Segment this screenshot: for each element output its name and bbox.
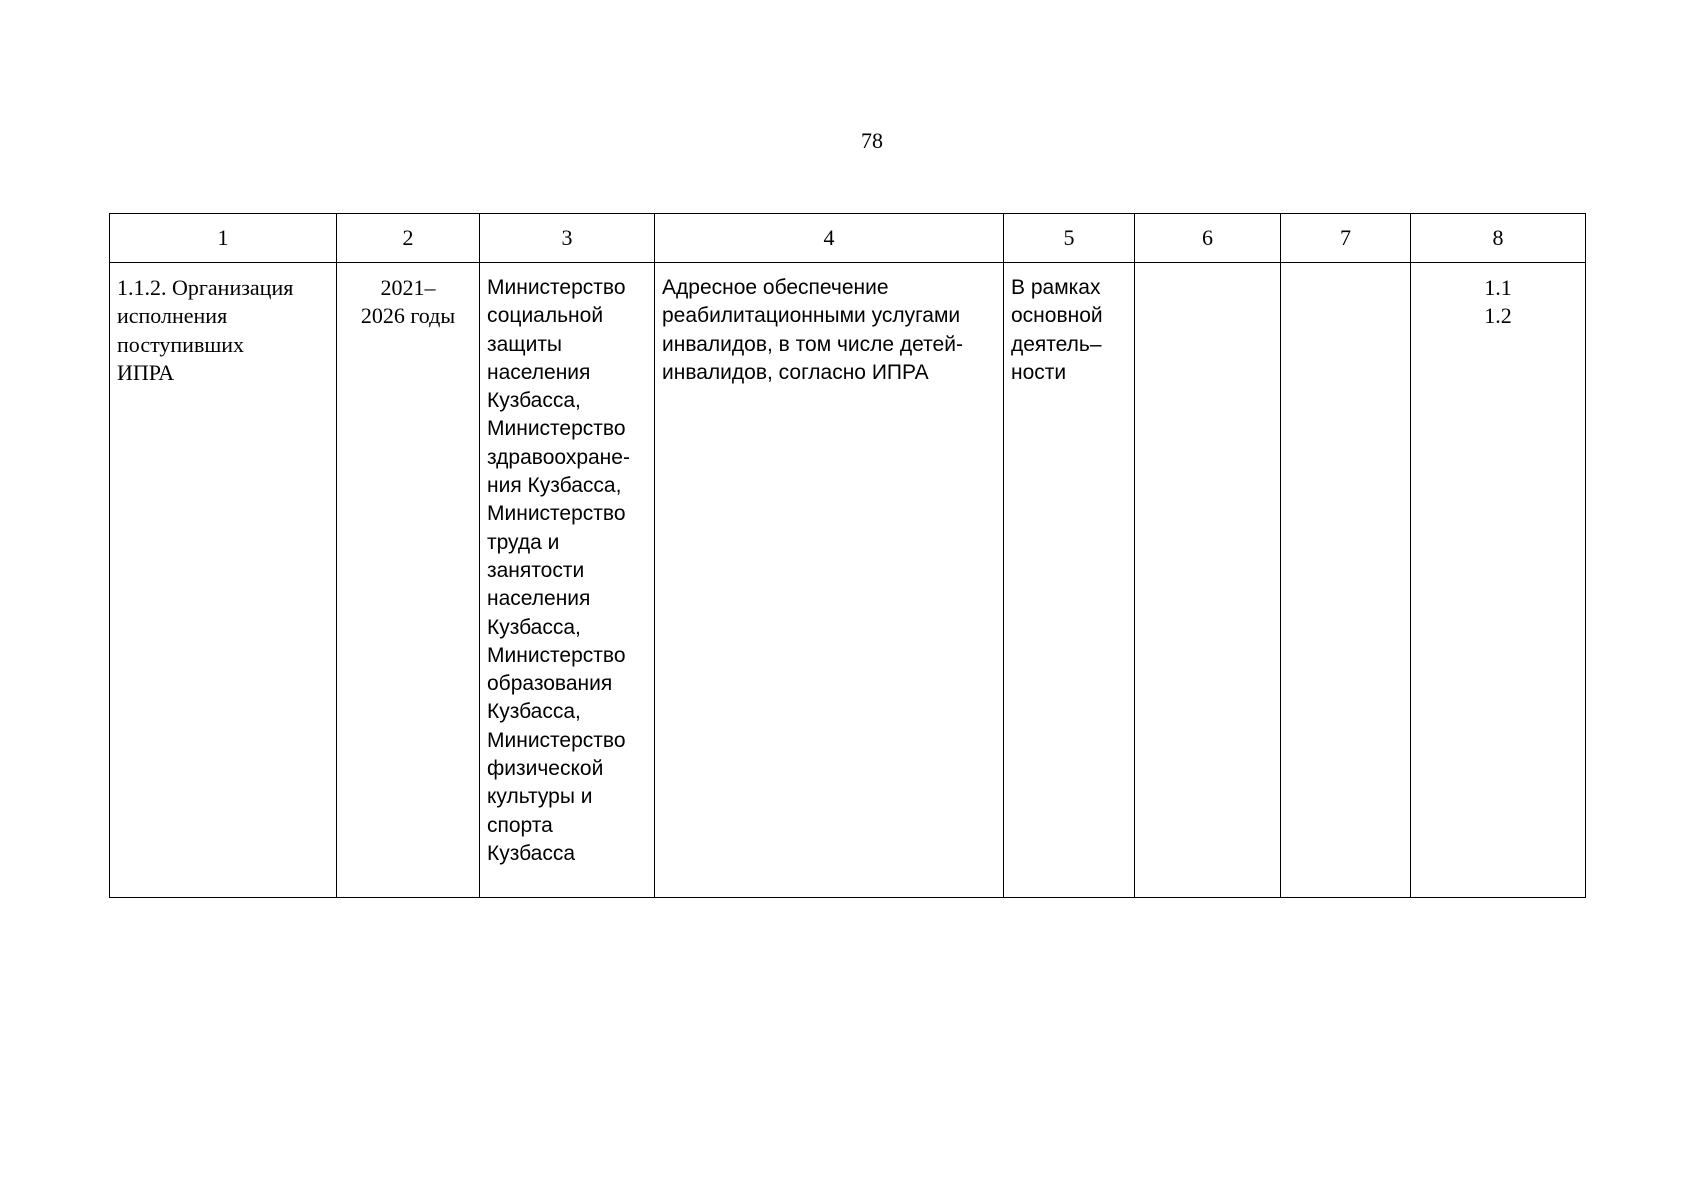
cell-line: Министерство	[487, 417, 626, 441]
cell-line: ния Кузбасса,	[487, 474, 622, 498]
cell-line: ности	[1011, 360, 1067, 384]
cell-funding	[1004, 263, 1135, 898]
cell-line: физической	[487, 757, 604, 781]
cell-line: образования	[487, 672, 613, 696]
cell-line: Кузбасса	[487, 841, 576, 865]
cell-line: 2021–	[380, 275, 436, 300]
column-header-8: 8	[1411, 214, 1586, 263]
cell-result	[655, 263, 1004, 898]
cell-indicators	[1411, 263, 1586, 898]
column-header-1: 1	[110, 214, 337, 263]
cell-line: занятости	[487, 558, 585, 582]
cell-line: защиты	[487, 332, 563, 356]
column-header-3: 3	[480, 214, 655, 263]
cell-period	[337, 263, 480, 898]
cell-line: Министерство	[487, 276, 626, 299]
column-header-4: 4	[655, 214, 1004, 263]
cell-line: Министерство	[487, 643, 626, 667]
cell-line: 1.1	[1484, 275, 1512, 300]
cell-line: 1.1.2. Организация	[117, 275, 294, 300]
column-header-5: 5	[1004, 214, 1135, 263]
cell-activity	[110, 263, 337, 898]
cell-line: ИПРА	[117, 359, 175, 385]
cell-executors	[480, 263, 655, 898]
column-header-6: 6	[1135, 214, 1281, 263]
cell-line: Кузбасса,	[487, 700, 581, 724]
cell-column-6	[1135, 263, 1281, 898]
cell-line: культуры и	[487, 785, 593, 809]
cell-line: социальной	[487, 304, 604, 328]
cell-column-7	[1281, 263, 1411, 898]
column-header-7: 7	[1281, 214, 1411, 263]
program-table	[109, 213, 1586, 898]
header-row	[110, 214, 1586, 263]
cell-line: спорта	[487, 813, 553, 837]
table-row	[110, 263, 1586, 898]
cell-line: Кузбасса,	[487, 615, 581, 639]
cell-line: инвалидов, согласно ИПРА	[662, 360, 929, 384]
cell-line: населения	[487, 360, 591, 384]
column-header-2: 2	[337, 214, 480, 263]
cell-line: деятель–	[1011, 332, 1102, 356]
cell-line: исполнения	[117, 303, 228, 329]
cell-line: основной	[1011, 304, 1103, 328]
cell-line: инвалидов, в том числе детей-	[662, 332, 963, 356]
cell-line: 2026 годы	[360, 303, 456, 329]
cell-line: труда и	[487, 530, 560, 554]
cell-line: населения	[487, 587, 591, 611]
cell-line: Кузбасса,	[487, 389, 581, 413]
cell-line: Министерство	[487, 502, 626, 526]
cell-line: здравоохране-	[487, 445, 630, 469]
cell-line: 1.2	[1484, 303, 1512, 329]
cell-line: реабилитационными услугами	[662, 304, 961, 328]
cell-line: Министерство	[487, 728, 626, 752]
cell-line: Адресное обеспечение	[662, 276, 889, 299]
cell-line: В рамках	[1011, 276, 1101, 299]
cell-line: поступивших	[117, 331, 245, 357]
page-number: 78	[861, 128, 883, 153]
